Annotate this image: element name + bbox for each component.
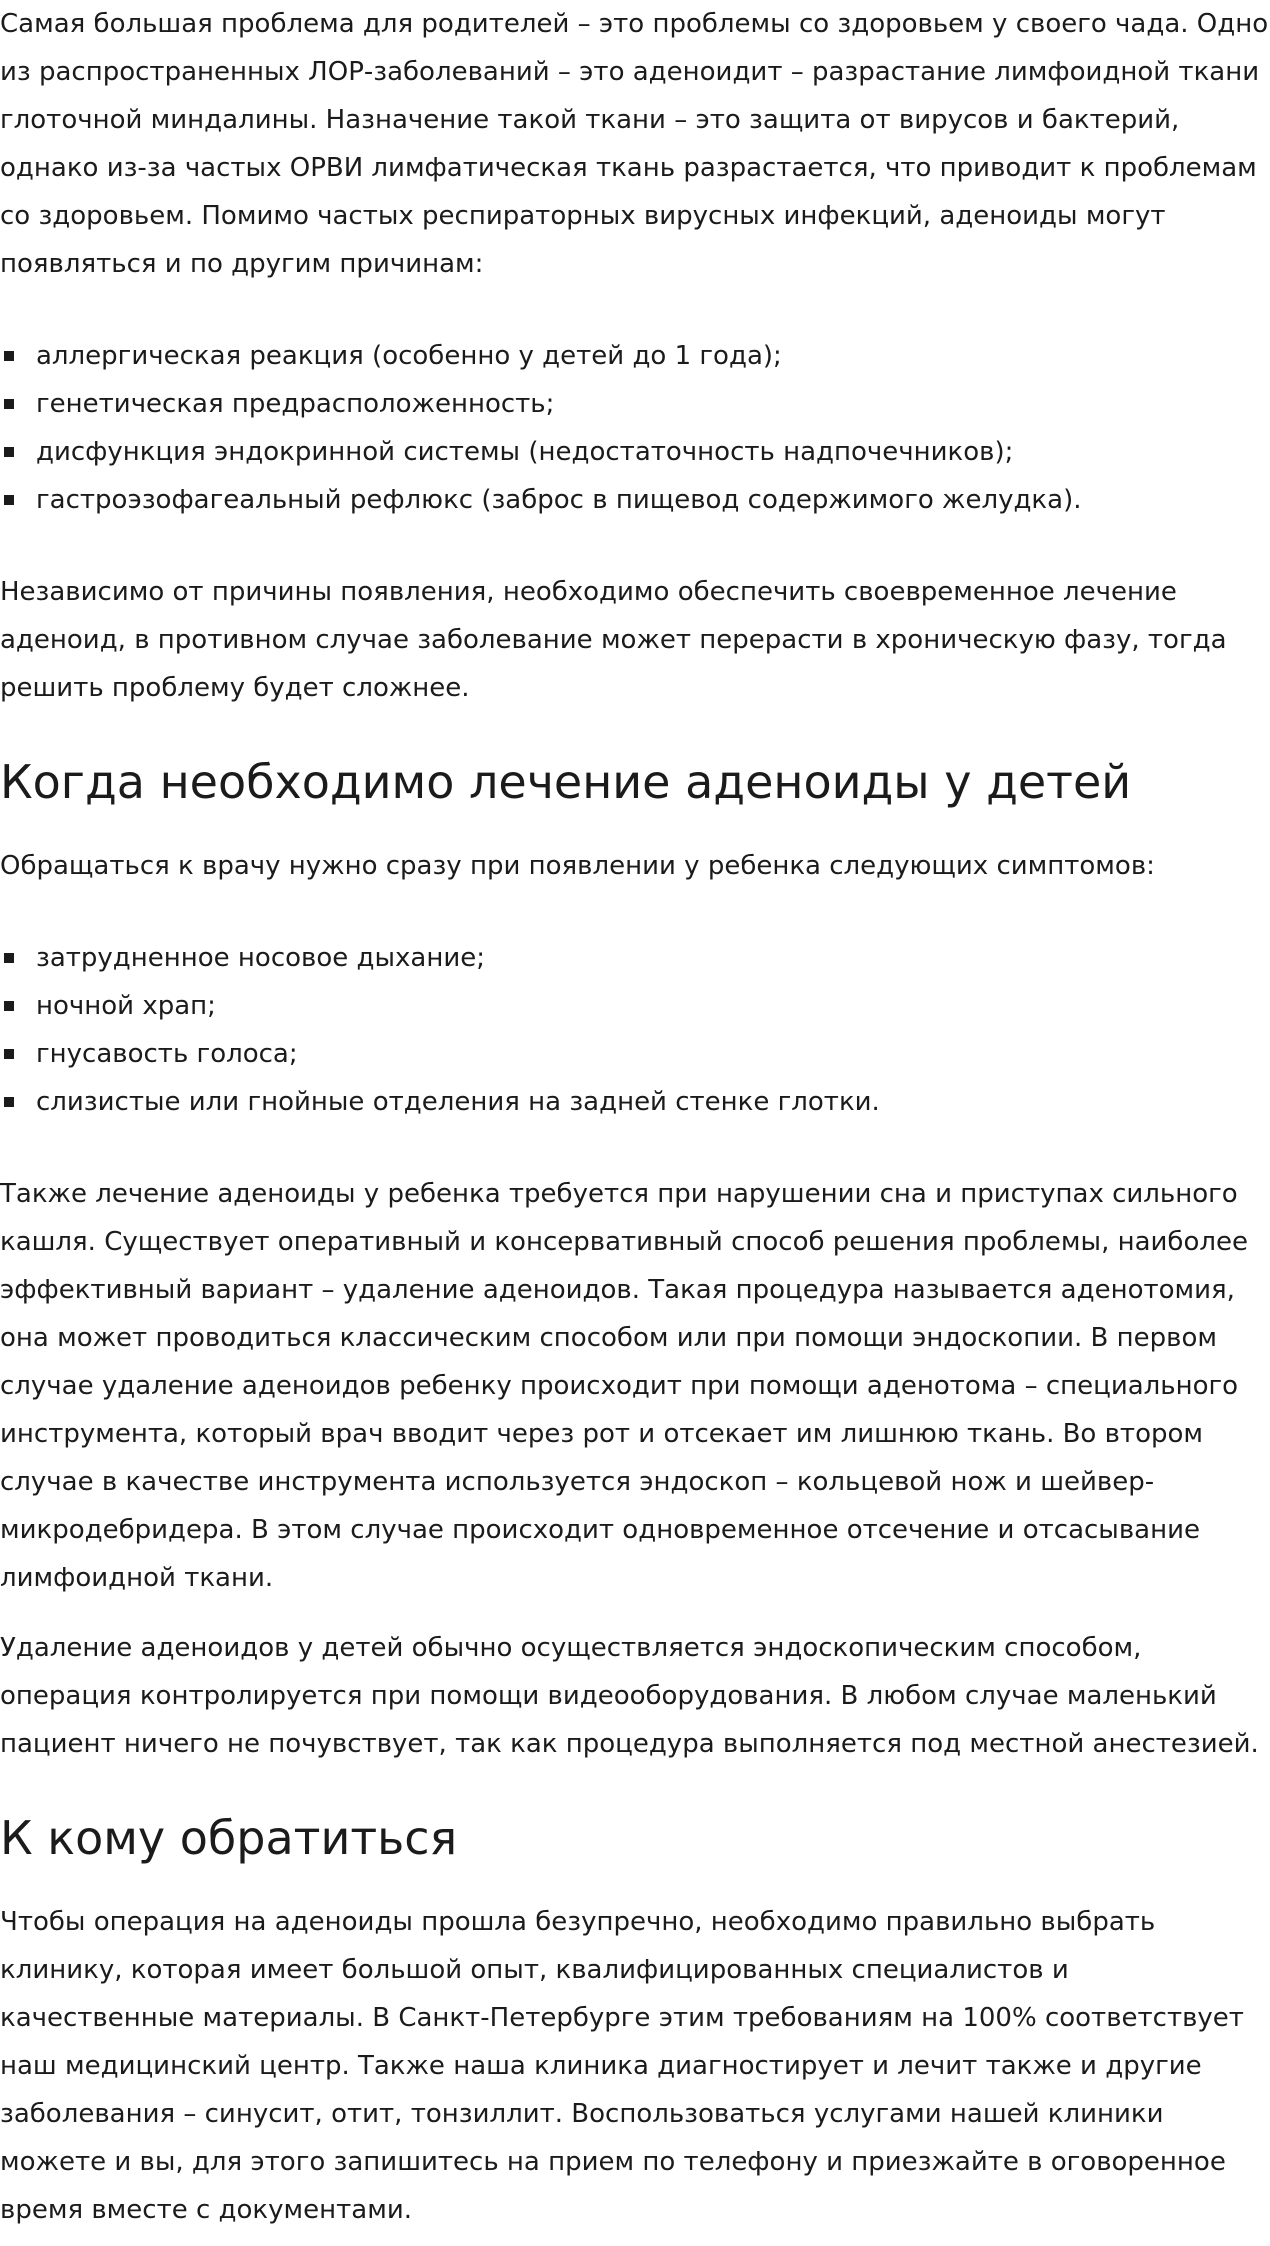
square-bullet-icon: [4, 1001, 14, 1011]
list-item: [0, 982, 1270, 1030]
list-item-text: аллергическая реакция (особенно у детей до 1 года);: [36, 341, 782, 371]
causes-list: [0, 332, 1270, 524]
square-bullet-icon: [4, 447, 14, 457]
list-item-text: ночной храп;: [36, 991, 216, 1021]
treatment-paragraph: Также лечение аденоиды у ребенка требуется при нарушении сна и приступах сильного кашля. Существует оперативный и консервативный способ решения проблемы, наиболее эффективный вариант – удаление аденоидов. Такая процедура называется аденотомия, она может проводиться классическим способом или при помощи эндоскопии. В первом случае удаление аденоидов ребенку происходит при помощи аденотома – специального инструмента, который врач вводит через рот и отсекает им лишнюю ткань. Во втором случае в качестве инструмента используется эндоскоп – кольцевой нож и шейвер-микродебридера. В этом случае происходит одновременное отсечение и отсасывание лимфоидной ткани.: [0, 1179, 1248, 1593]
list-item: [0, 476, 1270, 524]
list-item: [0, 380, 1270, 428]
regardless-paragraph: Независимо от причины появления, необходимо обеспечить своевременное лечение аденоид, в противном случае заболевание может перерасти в хроническую фазу, тогда решить проблему будет сложнее.: [0, 577, 1227, 703]
list-item-text: затрудненное носовое дыхание;: [36, 943, 486, 973]
symptoms-intro-paragraph: Обращаться к врачу нужно сразу при появлении у ребенка следующих симптомов:: [0, 851, 1155, 881]
list-item-text: гастроэзофагеальный рефлюкс (заброс в пищевод содержимого желудка).: [36, 485, 1082, 515]
list-item: [0, 428, 1270, 476]
symptoms-list: [0, 934, 1270, 1126]
list-item-text: слизистые или гнойные отделения на задней стенке глотки.: [36, 1087, 880, 1117]
square-bullet-icon: [4, 495, 14, 505]
intro-paragraph: Самая большая проблема для родителей – это проблемы со здоровьем у своего чада. Одно из распространенных ЛОР-заболеваний – это аденоидит – разрастание лимфоидной ткани глоточной миндалины. Назначение такой ткани – это защита от вирусов и бактерий, однако из-за частых ОРВИ лимфатическая ткань разрастается, что приводит к проблемам со здоровьем. Помимо частых респираторных вирусных инфекций, аденоиды могут появляться и по другим причинам:: [0, 9, 1269, 279]
clinic-paragraph: Чтобы операция на аденоиды прошла безупречно, необходимо правильно выбрать клинику, которая имеет большой опыт, квалифицированных специалистов и качественные материалы. В Санкт-Петербурге этим требованиям на 100% соответствует наш медицинский центр. Также наша клиника диагностирует и лечит также и другие заболевания – синусит, отит, тонзиллит. Воспользоваться услугами нашей клиники можете и вы, для этого запишитесь на прием по телефону и приезжайте в оговоренное время вместе с документами.: [0, 1907, 1244, 2225]
square-bullet-icon: [4, 399, 14, 409]
list-item: [0, 1078, 1270, 1126]
heading-when-treatment: Когда необходимо лечение аденоиды у детей: [0, 755, 1132, 809]
list-item-text: дисфункция эндокринной системы (недостаточность надпочечников);: [36, 437, 1014, 467]
list-item-text: генетическая предрасположенность;: [36, 389, 555, 419]
heading-whom-to-contact: К кому обратиться: [0, 1811, 458, 1865]
list-item: [0, 1030, 1270, 1078]
list-item: [0, 332, 1270, 380]
list-item-text: гнусавость голоса;: [36, 1039, 298, 1069]
list-item: [0, 934, 1270, 982]
square-bullet-icon: [4, 1049, 14, 1059]
removal-paragraph: Удаление аденоидов у детей обычно осуществляется эндоскопическим способом, операция контролируется при помощи видеооборудования. В любом случае маленький пациент ничего не почувствует, так как процедура выполняется под местной анестезией.: [0, 1633, 1259, 1759]
square-bullet-icon: [4, 1097, 14, 1107]
square-bullet-icon: [4, 953, 14, 963]
square-bullet-icon: [4, 351, 14, 361]
